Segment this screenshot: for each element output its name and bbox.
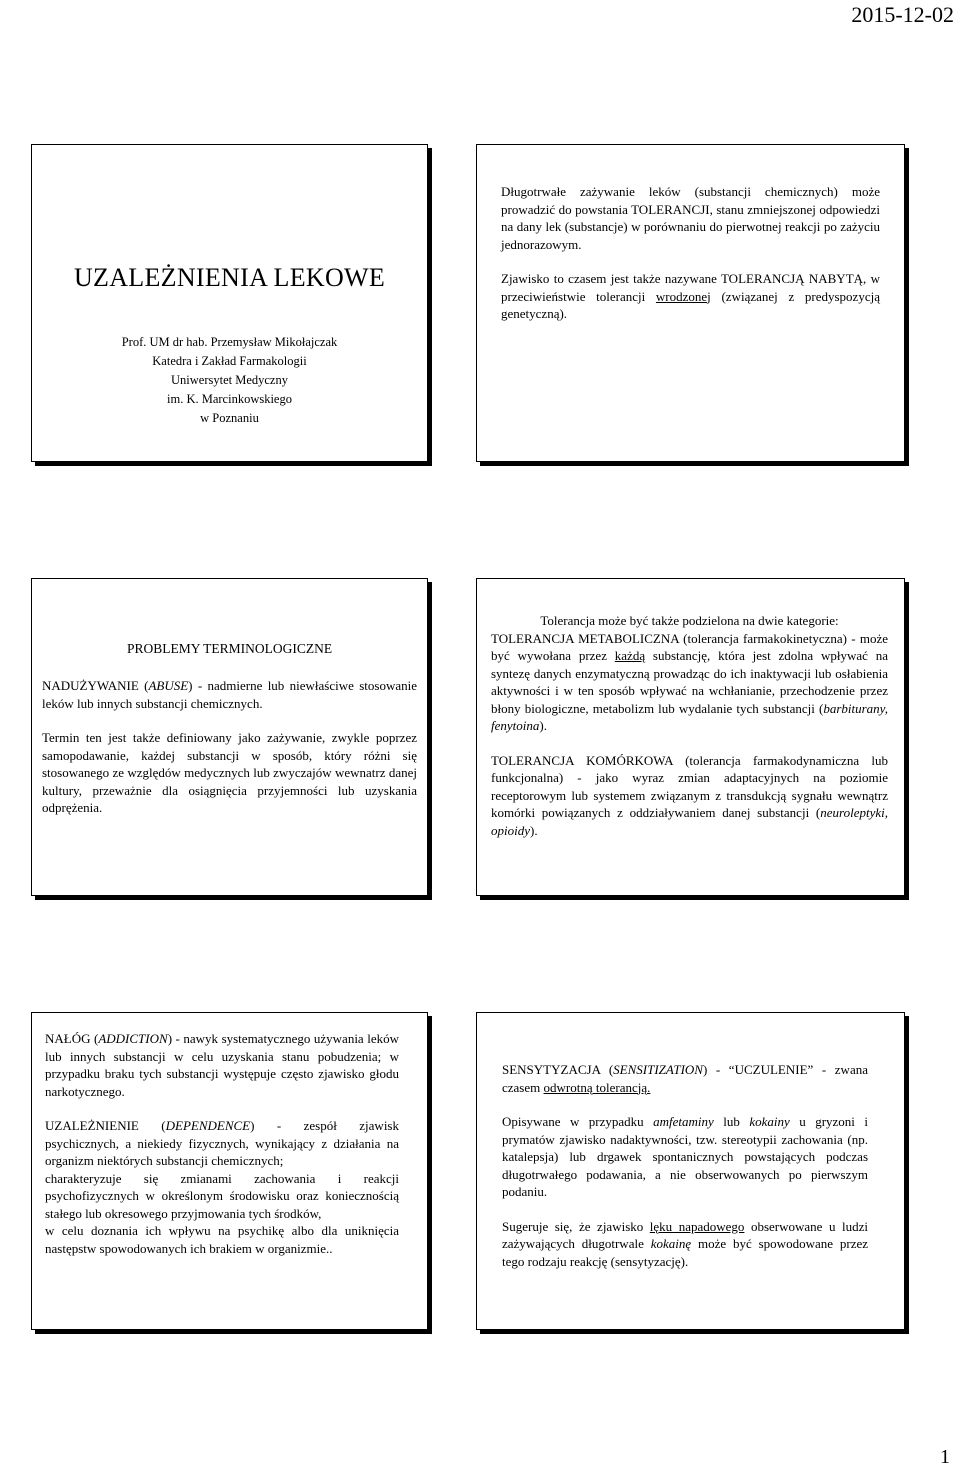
text-run: ) - “UCZULENIE” - zwana czasem	[502, 1062, 868, 1095]
author-university: Uniwersytet Medyczny	[171, 373, 288, 387]
slide-tolerance	[476, 144, 905, 462]
text-run: może być spowodowane przez tego rodzaju reakcję (sensytyzację).	[502, 1236, 868, 1269]
slide-title-heading: UZALEŻNIENIA LEKOWE	[73, 263, 386, 292]
underlined-text: wrodzonej	[655, 288, 711, 304]
paragraph	[502, 1113, 868, 1201]
text-run: (związanej z predyspozycją genetyczną).	[501, 288, 880, 321]
paragraph	[502, 1061, 868, 1096]
slide-heading: PROBLEMY TERMINOLOGICZNE	[126, 641, 333, 656]
slide-body	[42, 677, 417, 817]
text-run: obserwowane u ludzi zażywających długotrwale	[502, 1218, 868, 1251]
text-run: w celu doznania ich wpływu na psychikę albo dla uniknięcia następstw spowodowanych ich brakiem w organizmie..	[45, 1223, 399, 1256]
text-run: SENSYTYZACJA (	[502, 1062, 614, 1077]
text-run: ) - nadmierne lub niewłaściwe stosowanie leków lub innych substancji chemicznych.	[42, 678, 418, 711]
text-run: TOLERANCJA METABOLICZNA (tolerancja farmakokinetyczna) - może być wywołana przez	[491, 630, 888, 663]
text-run: substancję, która jest zdolna wpływać na syntezę danych enzymatyczną prowadząc do ich inaktywacji lub osłabienia aktywności i w ten sposób wpływać na wchłanianie, przechodzenie przez błony biologiczne, metabolizm lub wydalanie tych substancji (	[491, 648, 888, 716]
italic-text: kokainy	[749, 1114, 790, 1129]
slide-addiction	[31, 1012, 428, 1330]
underlined-text: lęku napadowego	[649, 1218, 745, 1234]
text-run: Opisywane w przypadku	[502, 1114, 654, 1129]
text-run: Zjawisko to czasem jest także nazywane TOLERANCJĄ NABYTĄ, w przeciwieństwie tolerancji	[501, 271, 880, 304]
italic-text: ADDICTION	[98, 1031, 168, 1046]
author-block	[32, 333, 427, 428]
paragraph	[45, 1117, 399, 1257]
text-run: Sugeruje się, że zjawisko	[502, 1218, 650, 1234]
slide-body	[502, 1061, 868, 1270]
intro-line: Tolerancja może być także podzielona na dwie kategorie:	[540, 613, 839, 628]
italic-text: neuroleptyki, opioidy	[491, 805, 888, 838]
text-run: NAŁÓG (	[45, 1031, 99, 1046]
paragraph: Długotrwałe zażywanie leków (substancji chemicznych) może prowadzić do powstania TOLERANCJI, stanu zmniejszonej odpowiedzi na dany lek (substancje) w porównaniu do pierwotnej reakcji po zażyciu jednorazowym.	[501, 184, 880, 252]
italic-text: SENSITIZATION	[613, 1062, 703, 1077]
italic-text: amfetaminy	[653, 1114, 714, 1129]
slide-sensitization	[476, 1012, 905, 1330]
slide-terminology	[31, 578, 428, 896]
text-run: TOLERANCJA KOMÓRKOWA (tolerancja farmakodynamiczna lub funkcjonalna) - jako wyraz zmian adaptacyjnych na poziomie receptorowym lub systemem związanym z transdukcją sygnału wewnątrz komórki powiązanych z oddziaływaniem danej substancji (	[491, 752, 888, 820]
author-university-name: im. K. Marcinkowskiego	[167, 392, 292, 406]
paragraph	[502, 1218, 868, 1271]
underlined-text: każdą	[614, 648, 646, 663]
paragraph	[42, 677, 417, 712]
paragraph: Termin ten jest także definiowany jako zażywanie, zwykle poprzez samopodawanie, każdej substancji w sposób, który różni się stosowanego ze względów medycznych lub zwyczajów wewnatrz danej kultury, przeważnie dla osiągnięcia przyjemności lub uzyskania odprężenia.	[42, 730, 417, 815]
text-run: UZALEŻNIENIE (	[45, 1118, 166, 1133]
paragraph	[501, 270, 880, 323]
paragraph	[491, 612, 888, 735]
slide-tolerance-categories	[476, 578, 905, 896]
text-run: NADUŻYWANIE (	[42, 678, 149, 693]
slide-body	[45, 1030, 399, 1257]
author-city: w Poznaniu	[200, 411, 259, 425]
italic-text: ABUSE	[148, 678, 189, 693]
text-run: ) - nawyk systematycznego używania leków lub innych substancji w celu uzyskania stanu pobudzenia; w przypadku braku tych substancji występuje często zjawisko głodu narkotycznego.	[45, 1031, 399, 1099]
text-run: ).	[539, 718, 547, 733]
text-run: charakteryzuje się zmianami zachowania i reakcji psychofizycznych w określonym środowisku oraz koniecznością stałego lub okresowego przyjmowania tych środków,	[45, 1170, 399, 1221]
text-run: u gryzoni i prymatów zjawisko nadaktywności, tzw. stereotypii zachowania (np. katalepsja) lub drgawek spontanicznych powstających podczas długotrwałego podawania, a nie obserwowanych po pierwszym podaniu.	[502, 1114, 868, 1199]
italic-text: DEPENDENCE	[165, 1118, 251, 1133]
author-name: Prof. UM dr hab. Przemysław Mikołajczak	[121, 335, 338, 349]
slide-body	[491, 612, 888, 839]
page-number: 1	[940, 1446, 950, 1468]
text-run: ).	[530, 822, 538, 838]
text-run: lub	[713, 1114, 750, 1129]
paragraph	[45, 1030, 399, 1100]
underlined-text: odwrotną tolerancją.	[543, 1079, 651, 1095]
italic-text: kokainę	[650, 1236, 692, 1251]
italic-text: barbiturany, fenytoina	[491, 700, 888, 733]
paragraph	[491, 752, 888, 840]
slide-title	[31, 144, 428, 462]
author-department: Katedra i Zakład Farmakologii	[152, 354, 307, 368]
text-run: ) - zespół zjawisk psychicznych, a niekiedy fizycznych, wynikający z działania na organizm niektórych substancji chemicznych;	[45, 1118, 399, 1168]
slide-body	[501, 183, 880, 323]
header-date: 2015-12-02	[851, 2, 954, 27]
